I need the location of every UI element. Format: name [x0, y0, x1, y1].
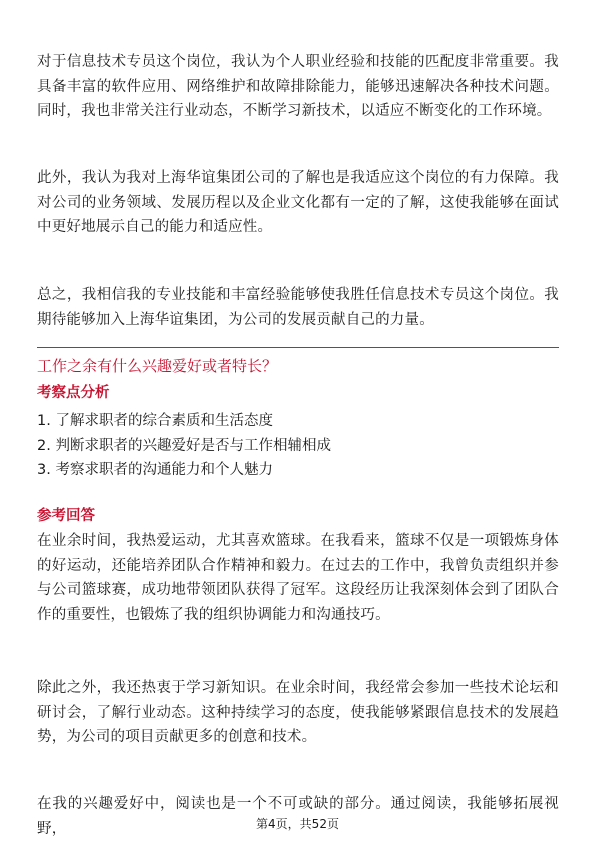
answer-paragraph-3: 在我的兴趣爱好中，阅读也是一个不可或缺的部分。通过阅读，我能够拓展视野， — [37, 796, 559, 837]
section-divider — [37, 347, 559, 348]
intro-paragraph-1: 对于信息技术专员这个岗位，我认为个人职业经验和技能的匹配度非常重要。我具备丰富的软件应用、网络维护和故障排除能力，能够迅速解决各种技术问题。同时，我也非常关注行业动态，不断学习新技术，以适应不断变化的工作环境。 — [37, 54, 559, 119]
answer-paragraph-2: 除此之外，我还热衷于学习新知识。在业余时间，我经常会参加一些技术论坛和研讨会，了解行业动态。这种持续学习的态度，使我能够紧跟信息技术的发展趋势，为公司的项目贡献更多的创意和技术。 — [37, 680, 559, 745]
analysis-heading: 考察点分析 — [37, 385, 110, 401]
analysis-list — [37, 409, 331, 483]
question-title: 工作之余有什么兴趣爱好或者特长？ — [37, 357, 278, 375]
intro-paragraph-2: 此外，我认为我对上海华谊集团公司的了解也是我适应这个岗位的有力保障。我对公司的业务领域、发展历程以及企业文化都有一定的了解，这使我能够在面试中更好地展示自己的能力和适应性。 — [37, 170, 559, 235]
answer-paragraph-1: 在业余时间，我热爱运动，尤其喜欢篮球。在我看来，篮球不仅是一项锻炼身体的好运动，还能培养团队合作精神和毅力。在过去的工作中，我曾负责组织并参与公司篮球赛，成功地带领团队获得了冠军。这段经历让我深刻体会到了团队合作的重要性，也锻炼了我的组织协调能力和沟通技巧。 — [37, 533, 559, 623]
page-number: 第4页，共52页 — [256, 817, 339, 831]
list-item: 1. 了解求职者的综合素质和生活态度 — [37, 413, 273, 429]
list-item: 2. 判断求职者的兴趣爱好是否与工作相辅相成 — [37, 437, 331, 454]
list-item: 3. 考察求职者的沟通能力和个人魅力 — [37, 462, 273, 478]
intro-paragraph-3: 总之，我相信我的专业技能和丰富经验能够使我胜任信息技术专员这个岗位。我期待能够加入上海华谊集团，为公司的发展贡献自己的力量。 — [37, 287, 559, 328]
answer-heading: 参考回答 — [37, 508, 95, 524]
